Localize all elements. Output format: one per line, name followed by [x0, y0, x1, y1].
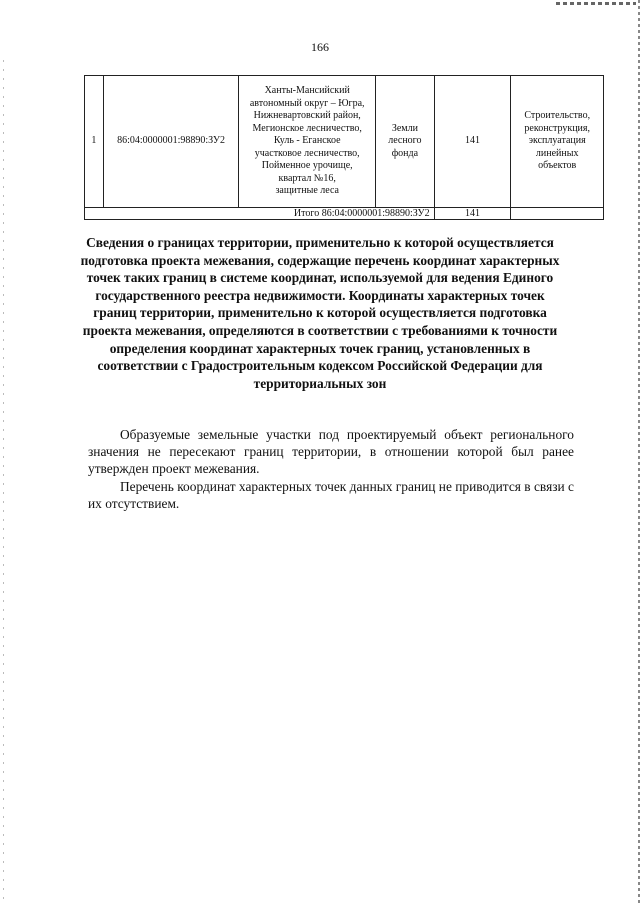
row-number: 1: [85, 76, 104, 208]
cadastral-number: 86:04:0000001:98890:ЗУ2: [103, 76, 239, 208]
table-row: [85, 76, 604, 208]
table-total-row: [85, 208, 604, 220]
paragraph: [88, 478, 574, 512]
use-line: эксплуатация: [528, 135, 586, 147]
paragraph-text: Образуемые земельные участки под проектируемый объект регионального значения не пересекают границ территории, в отношении которой был ранее утвержден проект межевания.: [88, 427, 574, 476]
paragraph-text: Перечень координат характерных точек данных границ не приводится в связи с их отсутствием.: [88, 479, 574, 511]
use-line: Строительство,: [524, 110, 591, 122]
location-line: Куль - Еганское: [273, 135, 341, 147]
total-empty-cell: [511, 208, 604, 220]
section-heading: Сведения о границах территории, применительно к которой осуществляется подготовка проекта межевания, содержащие перечень координат характерных точек таких границ в системе координат, используемой для ведения Единого государственного реестра недвижимости. Координаты характерных точек границ территории, применительно к которой осуществляется подготовка проекта межевания, определяются в соответствии с требованиями к точности определения координат характерных точек границ, установленных в соответствии с Градостроительным кодексом Российской Федерации для территориальных зон: [80, 235, 560, 391]
location-line: Нижневартовский район,: [253, 110, 361, 122]
location-cell: [239, 76, 376, 208]
use-line: реконструкция,: [524, 122, 591, 134]
location-line: защитные леса: [275, 185, 339, 197]
land-category-cell: [376, 76, 435, 208]
paragraph: [88, 426, 574, 477]
area-cell: 141: [434, 76, 511, 208]
scan-mark-top: [556, 2, 636, 5]
land-plot-table: [84, 75, 604, 220]
category-line: лесного: [388, 135, 422, 147]
category-line: фонда: [391, 147, 419, 159]
permitted-use-cell: [511, 76, 604, 208]
location-line: автономный округ – Югра,: [249, 97, 365, 109]
location-line: квартал №16,: [278, 172, 336, 184]
location-line: Ханты-Мансийский: [264, 85, 350, 97]
category-line: Земли: [391, 122, 418, 134]
total-label: Итого 86:04:0000001:98890:ЗУ2: [85, 208, 435, 220]
use-line: объектов: [538, 160, 577, 172]
page-number: 166: [311, 40, 329, 54]
use-line: линейных: [535, 147, 579, 159]
total-area: 141: [434, 208, 511, 220]
location-line: Мегионское лесничество,: [252, 122, 362, 134]
location-line: Пойменное урочище,: [261, 160, 353, 172]
scan-edge-left: [3, 60, 4, 900]
location-line: участковое лесничество,: [254, 147, 360, 159]
